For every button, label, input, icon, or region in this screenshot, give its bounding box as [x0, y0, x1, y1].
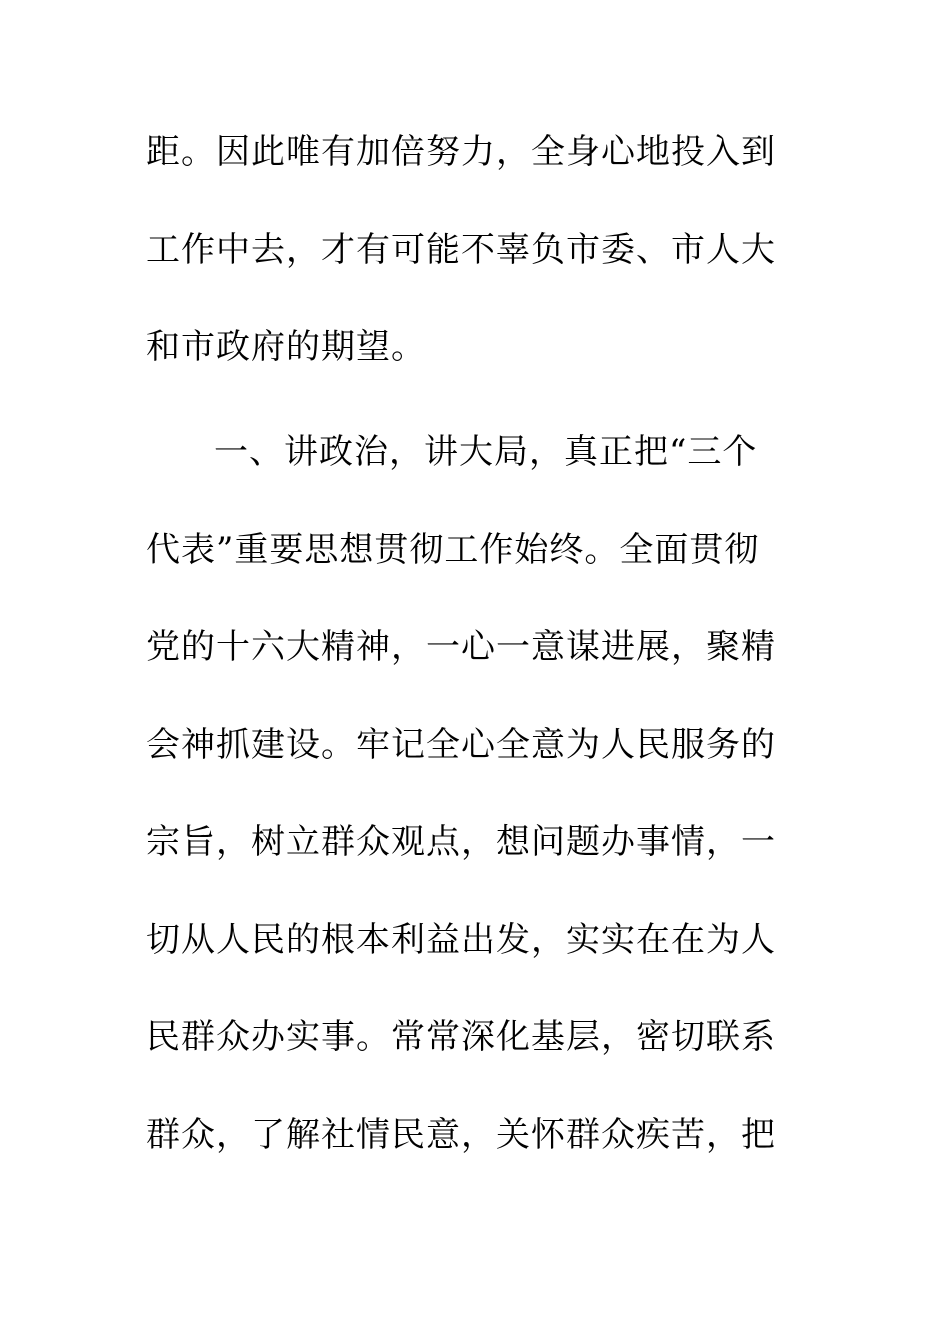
text-line-11: 群众，了解社情民意，关怀群众疾苦，把 [146, 1115, 776, 1155]
text-line-7: 会神抓建设。牢记全心全意为人民服务的 [146, 725, 776, 765]
text-line-10: 民群众办实事。常常深化基层，密切联系 [146, 1017, 776, 1057]
paragraph-start-line: 一、讲政治，讲大局，真正把“三个 [214, 432, 758, 472]
text-line-9: 切从人民的根本利益出发，实实在在为人 [146, 920, 776, 960]
text-line-2: 工作中去，才有可能不辜负市委、市人大 [146, 230, 776, 270]
text-line-3: 和市政府的期望。 [146, 327, 426, 367]
text-line-6: 党的十六大精神，一心一意谋进展，聚精 [146, 627, 776, 667]
text-line-5: 代表”重要思想贯彻工作始终。全面贯彻 [146, 530, 760, 570]
text-line-1: 距。因此唯有加倍努力，全身心地投入到 [146, 132, 776, 172]
text-line-8: 宗旨，树立群众观点，想问题办事情，一 [146, 822, 776, 862]
